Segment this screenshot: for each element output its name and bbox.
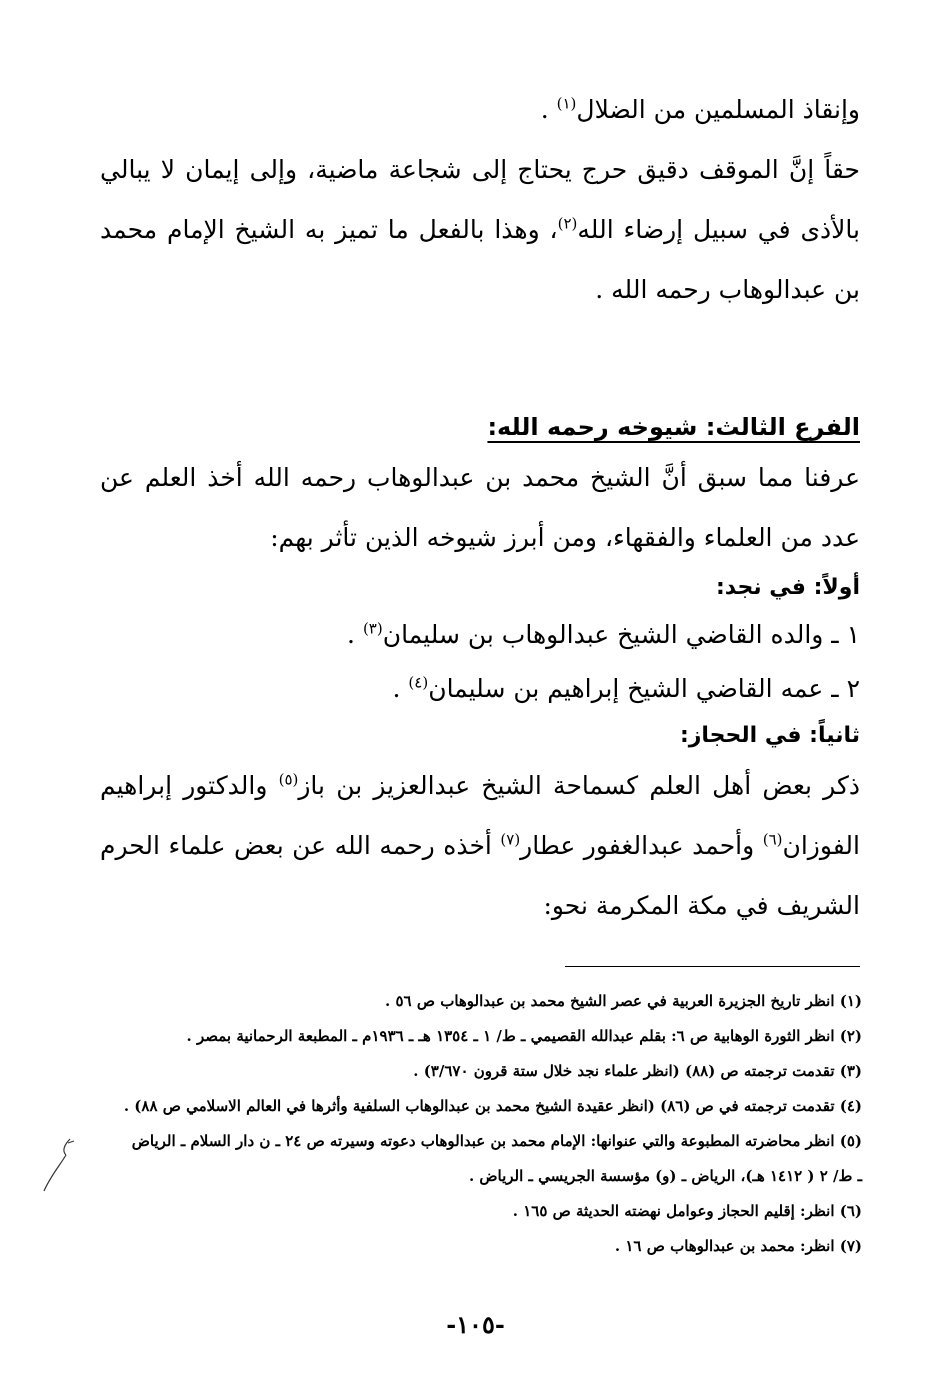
footnote-6: (٦) انظر: إقليم الحجاز وعوامل نهضته الحديثة ص ١٦٥ . (512, 1202, 862, 1220)
paragraph-2-text-b: ، وهذا بالفعل ما تميز به الشيخ الإمام محمد بن عبدالوهاب رحمه الله . (100, 215, 860, 304)
paragraph-3: عرفنا مما سبق أنَّ الشيخ محمد بن عبدالوهاب رحمه الله أخذ العلم عن عدد من العلماء والفقهاء، ومن أبرز شيوخه الذين تأثر بهم: (100, 463, 860, 552)
footnote-ref-5[interactable]: (٥) (278, 770, 299, 789)
paragraph-2 (100, 140, 860, 320)
paragraph-4-text-a: ذكر بعض أهل العلم كسماحة الشيخ عبدالعزيز بن باز (298, 771, 860, 800)
list-item-1 (100, 608, 860, 662)
footnote-3: (٣) تقدمت ترجمته ص (٨٨) (انظر علماء نجد خلال ستة قرون ٣/٦٧٠) . (413, 1062, 862, 1080)
page-number: -١٠٥- (446, 1310, 505, 1339)
list-item-2-end: . (392, 674, 409, 703)
subheading-hijaz: ثانياً: في الحجاز: (679, 723, 860, 748)
footnote-ref-7[interactable]: (٧) (500, 830, 521, 849)
footnote-2: (٢) انظر الثورة الوهابية ص ٦: بقلم عبدالله القصيمي ـ ط/ ١ ـ ١٣٥٤ هـ ـ ١٩٣٦م ـ المطبعة الرحمانية بمصر . (186, 1027, 862, 1045)
margin-pen-mark (40, 1135, 80, 1195)
paragraph-2-text-a: حقاً إنَّ الموقف دقيق حرج يحتاج إلى شجاعة ماضية، وإلى إيمان لا يبالي بالأذى في سبيل إرضاء الله (100, 155, 860, 244)
paragraph-4-text-c: وأحمد عبدالغفور عطار (520, 831, 763, 860)
footnote-ref-6[interactable]: (٦) (762, 830, 783, 849)
paragraph-4 (100, 756, 860, 936)
main-text (100, 80, 860, 936)
list-item-2 (100, 662, 860, 716)
footnote-1: (١) انظر تاريخ الجزيرة العربية في عصر الشيخ محمد بن عبدالوهاب ص ٥٦ . (385, 992, 862, 1010)
list-item-1-text: ١ ـ والده القاضي الشيخ عبدالوهاب بن سليمان (382, 620, 860, 649)
list-item-1-end: . (347, 620, 363, 649)
list-item-2-text: ٢ ـ عمه القاضي الشيخ إبراهيم بن سليمان (428, 674, 860, 703)
footnote-4: (٤) تقدمت ترجمته في ص (٨٦) (انظر عقيدة الشيخ محمد بن عبدالوهاب السلفية وأثرها في العالم الاسلامي ص ٨٨) . (123, 1097, 862, 1115)
subheading-najd: أولاً: في نجد: (716, 575, 860, 600)
paragraph-1-text: وإنقاذ المسلمين من الضلال (576, 95, 860, 124)
paragraph-4-text-d: أخذه رحمه الله عن بعض علماء الحرم الشريف في مكة المكرمة نحو: (100, 831, 860, 920)
footnote-ref-2[interactable]: (٢) (557, 214, 578, 233)
footnote-ref-4[interactable]: (٤) (408, 673, 429, 692)
paragraph-4-text-b: والدكتور إبراهيم الفوزان (100, 771, 860, 860)
footnote-5-continued: ـ ط/ ٢ ( ١٤١٢ هـ)، الرياض ـ (و) مؤسسة الجريسي ـ الرياض . (468, 1167, 862, 1185)
footnotes (123, 984, 862, 1264)
paragraph-1-end: . (540, 95, 557, 124)
footnote-5: (٥) انظر محاضرته المطبوعة والتي عنوانها: الإمام محمد بن عبدالوهاب دعوته وسيرته ص ٢٤ ـ ن دار السلام ـ الرياض (131, 1132, 862, 1150)
footnote-ref-3[interactable]: (٣) (362, 619, 383, 638)
section-gap (100, 320, 860, 406)
footnote-ref-1[interactable]: (١) (556, 94, 577, 113)
footnote-7: (٧) انظر: محمد بن عبدالوهاب ص ١٦ . (614, 1237, 862, 1255)
paragraph-1 (100, 80, 860, 140)
footnote-separator (565, 966, 860, 967)
section-heading: الفرع الثالث: شيوخه رحمه الله: (487, 413, 860, 441)
